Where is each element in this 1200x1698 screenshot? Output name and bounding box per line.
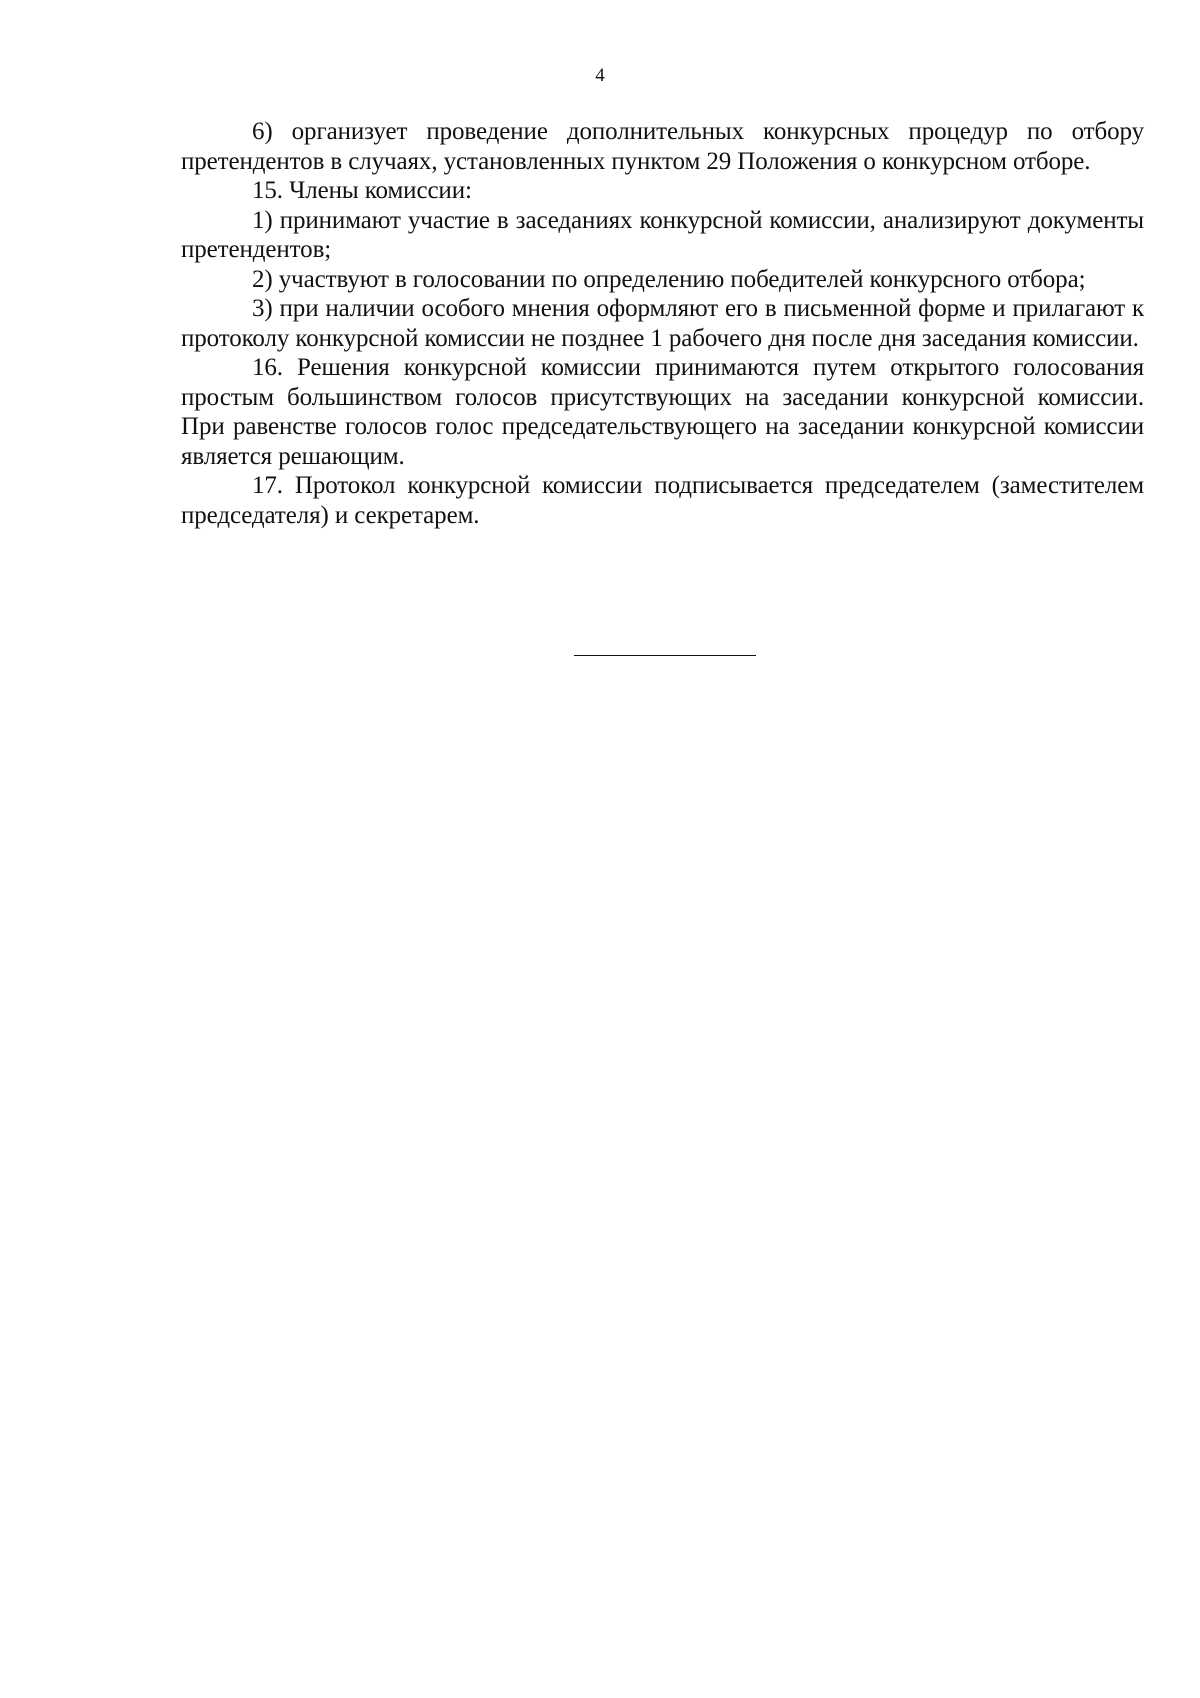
paragraph-item-3: 3) при наличии особого мнения оформляют его в письменной форме и прилагают к протоколу конкурсной комиссии не позднее 1 рабочего дня после дня заседания комиссии.	[181, 295, 1144, 352]
paragraph-item-1: 1) принимают участие в заседаниях конкурсной комиссии, анализируют документы претендентов;	[181, 206, 1144, 263]
document-body	[181, 117, 1144, 530]
paragraph-item-6: 6) организует проведение дополнительных конкурсных процедур по отбору претендентов в случаях, установленных пунктом 29 Положения о конкурсном отборе.	[181, 118, 1144, 175]
paragraph-item-2: 2) участвуют в голосовании по определению победителей конкурсного отбора;	[252, 265, 1086, 293]
page-number: 4	[595, 65, 605, 86]
paragraph-section-17: 17. Протокол конкурсной комиссии подписывается председателем (заместителем председателя) и секретарем.	[181, 472, 1144, 529]
end-of-text-rule	[574, 655, 756, 656]
paragraph-section-16: 16. Решения конкурсной комиссии принимаются путем открытого голосования простым большинством голосов присутствующих на заседании конкурсной комиссии. При равенстве голосов голос председательствующего на заседании конкурсной комиссии является решающим.	[181, 354, 1144, 470]
paragraph-section-15-heading: 15. Члены комиссии:	[252, 177, 472, 204]
